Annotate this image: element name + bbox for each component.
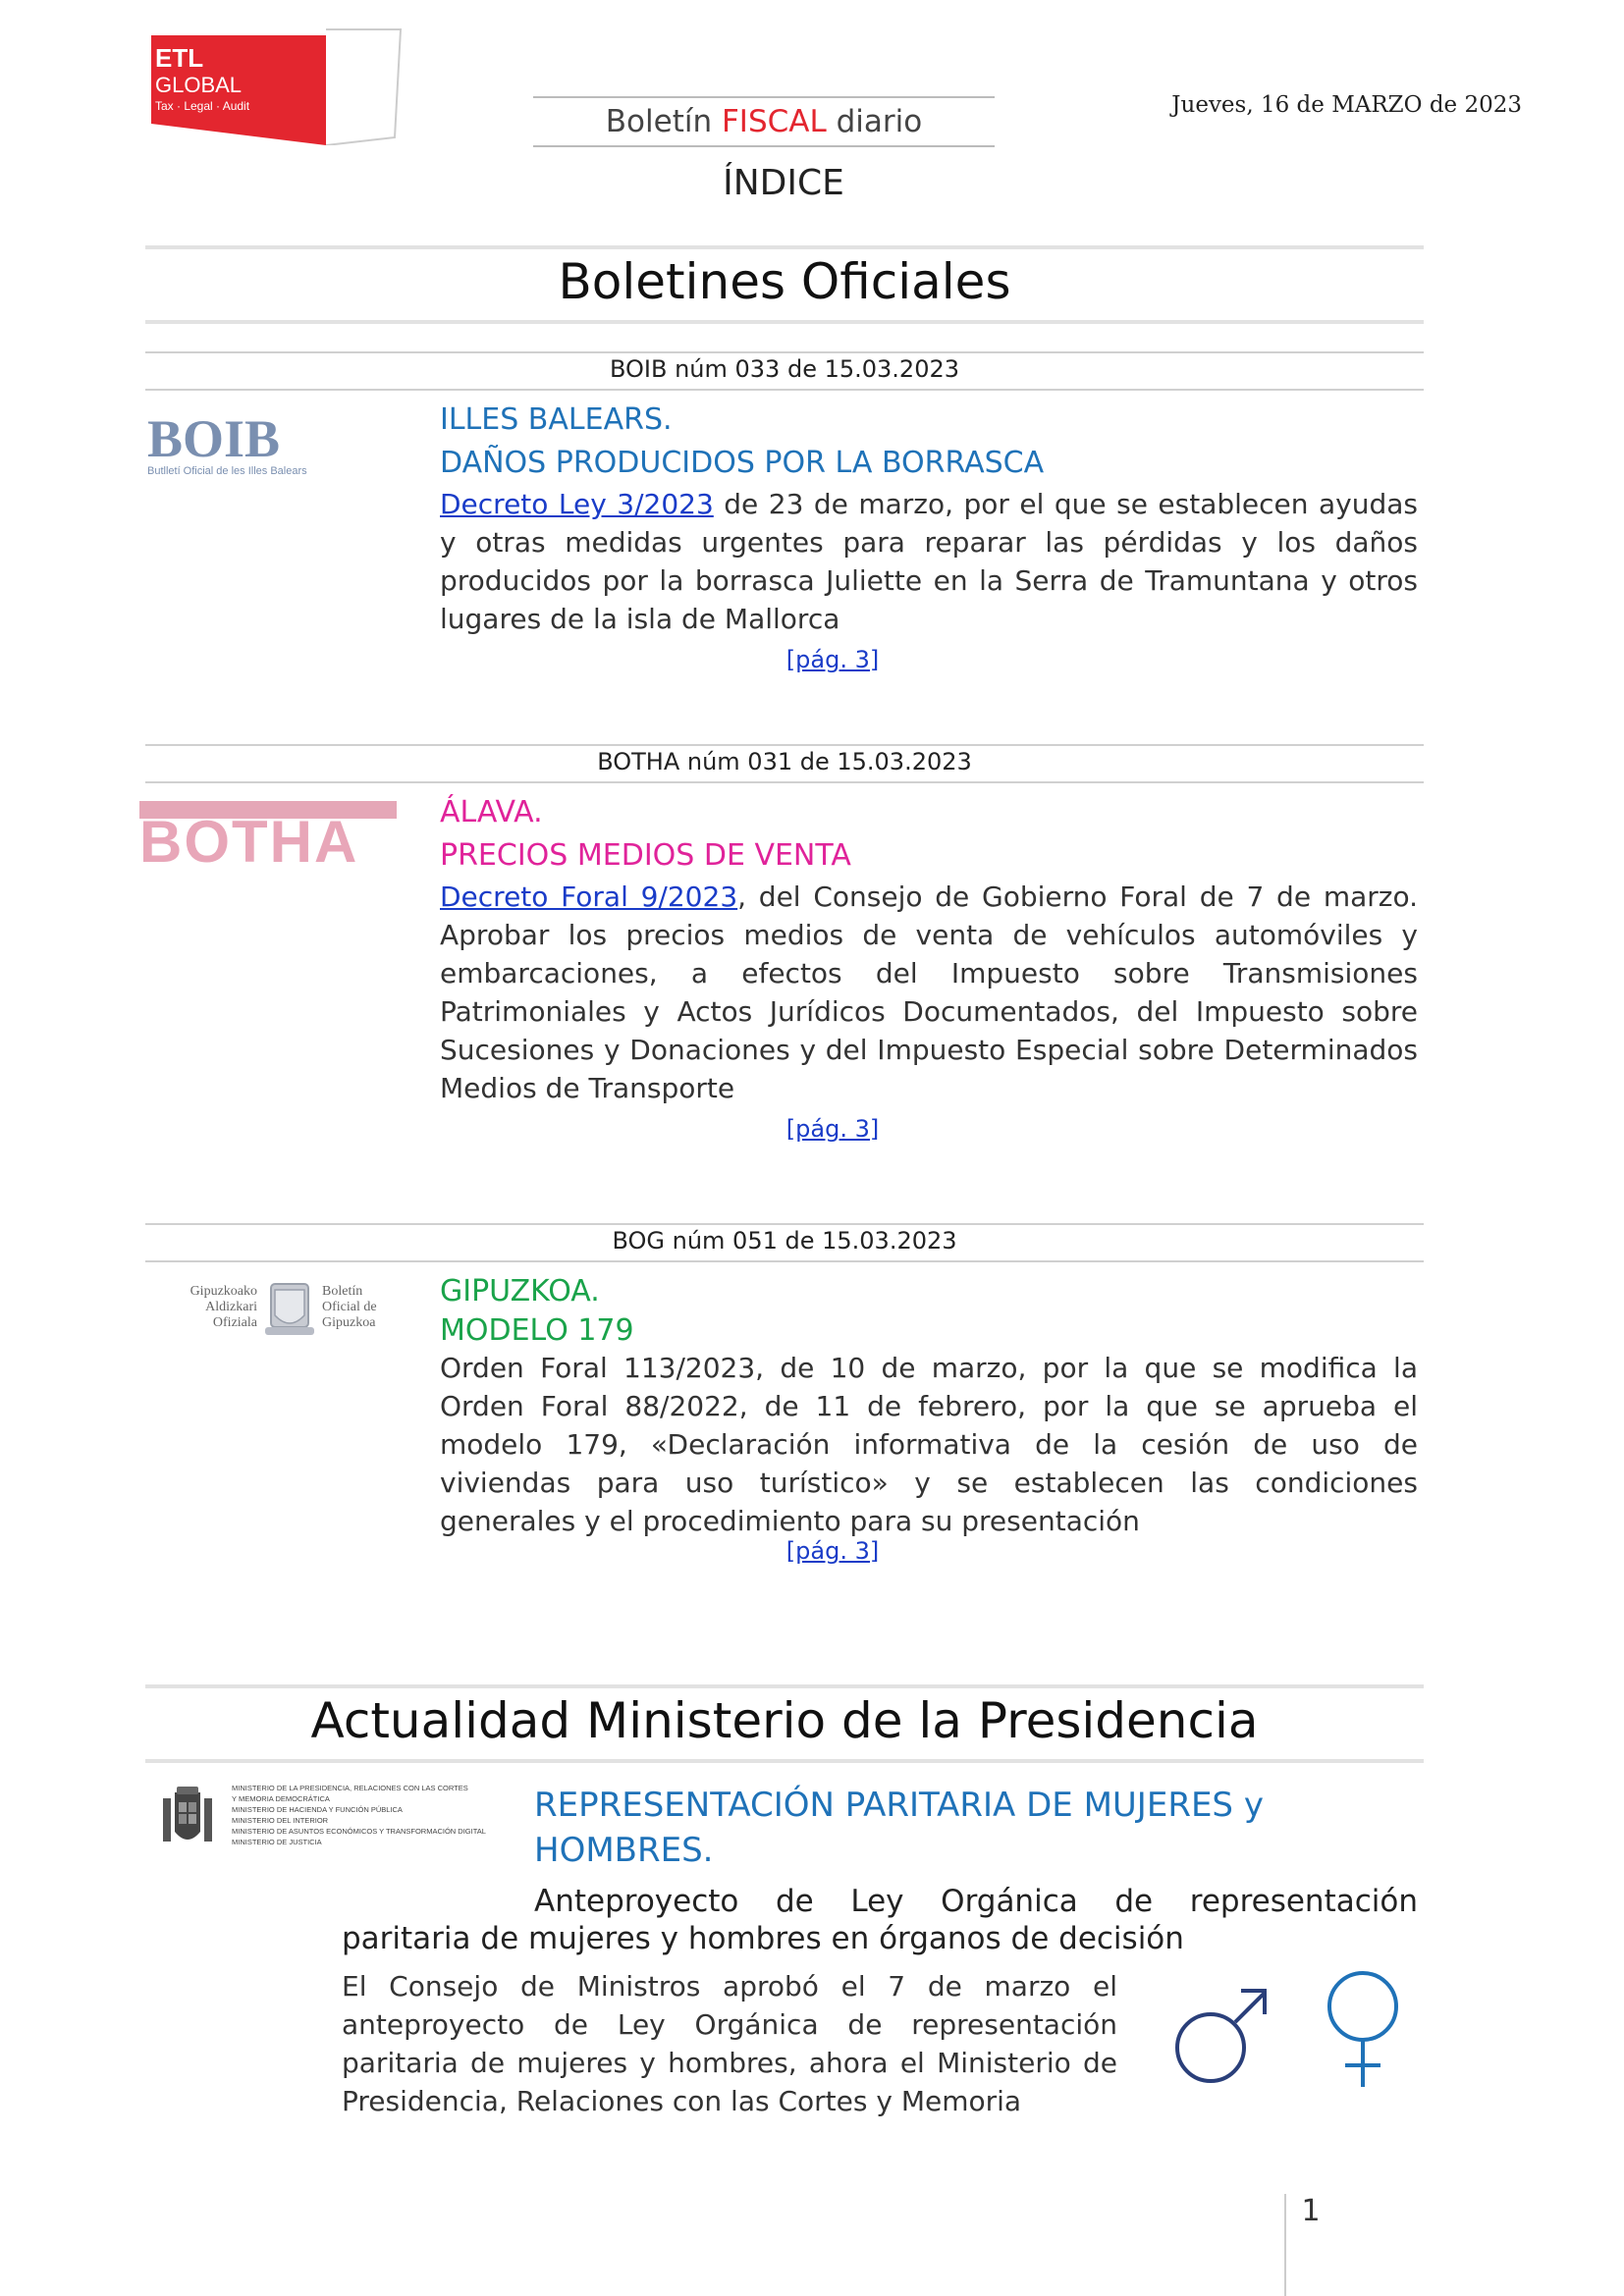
botha-topic: PRECIOS MEDIOS DE VENTA <box>440 838 851 873</box>
section-rule-bottom <box>145 320 1424 324</box>
male-symbol-icon <box>1177 1991 1265 2081</box>
logo-global-text: GLOBAL <box>155 73 243 97</box>
bog-body: Orden Foral 113/2023, de 10 de marzo, por la que se modifica la Orden Foral 88/2022, de 11 de febrero, por la que se aprueba el modelo 179, «Declaración informativa de la cesión de uso de viviendas para uso turístico» y se establecen las condiciones generales y el procedimiento para su presentación <box>440 1352 1418 1537</box>
section-title-ministerio: Actualidad Ministerio de la Presidencia <box>310 1692 1259 1749</box>
bog-page-link[interactable]: [pág. 3] <box>785 1537 880 1565</box>
boib-page-link[interactable]: [pág. 3] <box>785 646 880 673</box>
botha-page-ref <box>685 1115 980 1143</box>
bog-topic: MODELO 179 <box>440 1313 634 1348</box>
index-title: ÍNDICE <box>723 163 844 203</box>
botha-logo: BOTHA <box>139 801 397 868</box>
boib-header: BOIB núm 033 de 15.03.2023 <box>609 355 959 383</box>
bulletin-rule <box>145 1223 1424 1225</box>
gender-symbols <box>1166 1959 1412 2107</box>
bulletin-rule <box>145 744 1424 746</box>
botha-region: ÁLAVA. <box>440 795 543 829</box>
fiscal-word: FISCAL <box>721 104 827 139</box>
ministerio-topic: REPRESENTACIÓN PARITARIA DE MUJERES y HOMBRES. <box>534 1786 1264 1870</box>
logo-etl-text: ETL <box>155 43 204 73</box>
botha-body: Decreto Foral 9/2023, del Consejo de Gobierno Foral de 7 de marzo. Aprobar los precios medios de venta de vehículos automóviles y embarcaciones, a efectos del Impuesto sobre Transmisiones Patrimoniales y Actos Jurídicos Documentados, del Impuesto sobre Sucesiones y Donaciones y del Impuesto Especial sobre Determinados Medios de Transporte <box>440 881 1418 1104</box>
page-number: 1 <box>1301 2194 1321 2228</box>
botha-header: BOTHA núm 031 de 15.03.2023 <box>597 748 972 775</box>
boletin-title: Boletín FISCAL diario <box>533 96 995 147</box>
bog-page-ref <box>685 1537 980 1565</box>
gobierno-logo: MINISTERIO DE LA PRESIDENCIA, RELACIONES CON LAS CORTES Y MEMORIA DEMOCRÁTICA MINISTERIO DE HACIENDA Y FUNCIÓN PÚBLICA MINISTERIO DEL INTERIOR MINISTERIO DE ASUNTOS ECONÓMICOS Y TRANSFORMACIÓN DIGITAL MINISTERIO DE JUSTICIA <box>155 1781 518 1859</box>
boib-topic: DAÑOS PRODUCIDOS POR LA BORRASCA <box>440 446 1045 480</box>
bog-header: BOG núm 051 de 15.03.2023 <box>612 1227 957 1255</box>
gipuzkoa-shield-icon <box>261 1280 318 1339</box>
ministerio-body: El Consejo de Ministros aprobó el 7 de marzo el anteproyecto de Ley Orgánica de representación paritaria de mujeres y hombres, ahora el Ministerio de Presidencia, Relaciones con las Cortes y Memoria <box>342 1970 1117 2117</box>
ministerio-subtitle: Anteproyecto de Ley Orgánica de representación paritaria de mujeres y hombres en órganos de decisión <box>342 1884 1418 1956</box>
section-rule-bottom <box>145 1759 1424 1763</box>
botha-page-link[interactable]: [pág. 3] <box>785 1115 880 1143</box>
section-rule-top <box>145 245 1424 249</box>
boib-body: Decreto Ley 3/2023 de 23 de marzo, por el que se establecen ayudas y otras medidas urgentes para reparar las pérdidas y los daños producidos por la borrasca Juliette en la Serra de Tramuntana y otros lugares de la isla de Mallorca <box>440 488 1418 635</box>
logo-tagline-text: Tax · Legal · Audit <box>155 99 250 113</box>
bulletin-rule <box>145 351 1424 353</box>
boib-region: ILLES BALEARS. <box>440 402 673 437</box>
bog-logo: Gipuzkoako Aldizkari Ofiziala Boletín Oficial de Gipuzkoa <box>169 1276 395 1343</box>
spain-coat-of-arms-icon <box>155 1785 220 1855</box>
header-date: Jueves, 16 de MARZO de 2023 <box>1171 92 1522 118</box>
section-title-boletines: Boletines Oficiales <box>558 253 1011 310</box>
bulletin-rule <box>145 781 1424 783</box>
etl-global-logo <box>147 27 403 145</box>
page-number-divider <box>1284 2194 1286 2296</box>
boib-logo: BOIB Butlletí Oficial de les Illes Balears <box>147 409 307 477</box>
bulletin-rule <box>145 1260 1424 1262</box>
boib-page-ref <box>685 646 980 673</box>
botha-decree-link[interactable]: Decreto Foral 9/2023 <box>440 881 738 913</box>
bulletin-rule <box>145 389 1424 391</box>
section-rule-top <box>145 1684 1424 1688</box>
female-symbol-icon <box>1329 1973 1396 2087</box>
boib-decree-link[interactable]: Decreto Ley 3/2023 <box>440 488 714 520</box>
bog-region: GIPUZKOA. <box>440 1274 600 1308</box>
